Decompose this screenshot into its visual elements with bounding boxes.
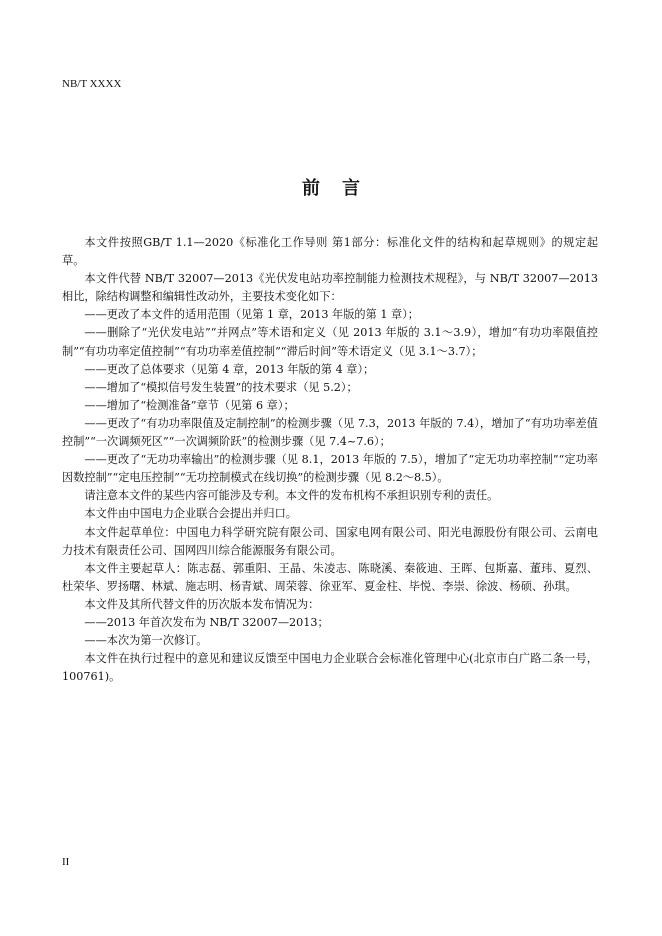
page-title: 前言 [302, 178, 382, 199]
change-item-reactive-power: ——更改了“无功功率输出”的检测步骤（见 8.1，2013 年版的 7.5），增加了“定无功功率控制”“定功率因数控制”“定电压控制”“无功控制模式在线切换”的检测步骤（见 8.2～8.5）。 [62, 453, 598, 485]
page-number: II [62, 856, 70, 868]
paragraph-proposer: 本文件由中国电力企业联合会提出并归口。 [84, 507, 297, 521]
history-item-first-revision: ——本次为第一次修订。 [84, 634, 208, 648]
paragraph-replacement: 本文件代替 NB/T 32007—2013《光伏发电站功率控制能力检测技术规程》，与 NB/T 32007—2013相比，除结构调整和编辑性改动外，主要技术变化如下： [62, 272, 598, 304]
standard-code-header: NB/T XXXX [62, 78, 122, 90]
paragraph-drafting-rules: 本文件按照GB/T 1.1—2020《标准化工作导则 第1部分：标准化文件的结构和起草规则》的规定起草。 [62, 236, 598, 268]
change-item-active-power: ——更改了“有功功率限值及定制控制”的检测步骤（见 7.3，2013 年版的 7.4），增加了“有功功率差值控制”“一次调频死区”“一次调频阶跃”的检测步骤（见 7.4~7.6）； [62, 416, 598, 449]
change-item-test-preparation: ——增加了“检测准备”章节（见第 6 章）； [84, 398, 295, 412]
change-item-general-requirements: ——更改了总体要求（见第 4 章，2013 年版的第 4 章）； [84, 362, 375, 376]
paragraph-drafting-units: 本文件起草单位：中国电力科学研究院有限公司、国家电网有限公司、阳光电源股份有限公司、云南电力技术有限责任公司、国网四川综合能源服务有限公司。 [62, 525, 598, 557]
change-item-scope: ——更改了本文件的适用范围（见第 1 章，2013 年版的第 1 章）； [84, 308, 419, 322]
change-item-terms: ——删除了“光伏发电站”“并网点”等术语和定义（见 2013 年版的 3.1～3.9），增加“有功功率限值控制”“有功功率定值控制”“有功功率差值控制”“滞后时间”等术语定义（见 3.1～3.7）； [62, 326, 598, 358]
history-item-first-release: ——2013 年首次发布为 NB/T 32007—2013； [84, 615, 329, 629]
paragraph-patent-notice: 请注意本文件的某些内容可能涉及专利。本文件的发布机构不承担识别专利的责任。 [84, 489, 499, 503]
paragraph-version-history: 本文件及其所代替文件的历次版本发布情况为： [84, 597, 320, 611]
change-item-signal-generator: ——增加了“模拟信号发生装置”的技术要求（见 5.2）； [84, 380, 358, 394]
paragraph-drafters: 本文件主要起草人：陈志磊、郭重阳、王晶、朱凌志、陈晓溪、秦筱迪、王晖、包斯嘉、董玮、夏烈、杜荣华、罗扬曙、林斌、施志明、杨青斌、周荣蓉、徐亚军、夏金柱、毕悦、李崇、徐波、杨硕、孙琪。 [62, 561, 598, 593]
paragraph-feedback: 本文件在执行过程中的意见和建议反馈至中国电力企业联合会标准化管理中心(北京市白广路二条一号，100761)。 [62, 652, 598, 684]
preface-body [62, 234, 598, 686]
